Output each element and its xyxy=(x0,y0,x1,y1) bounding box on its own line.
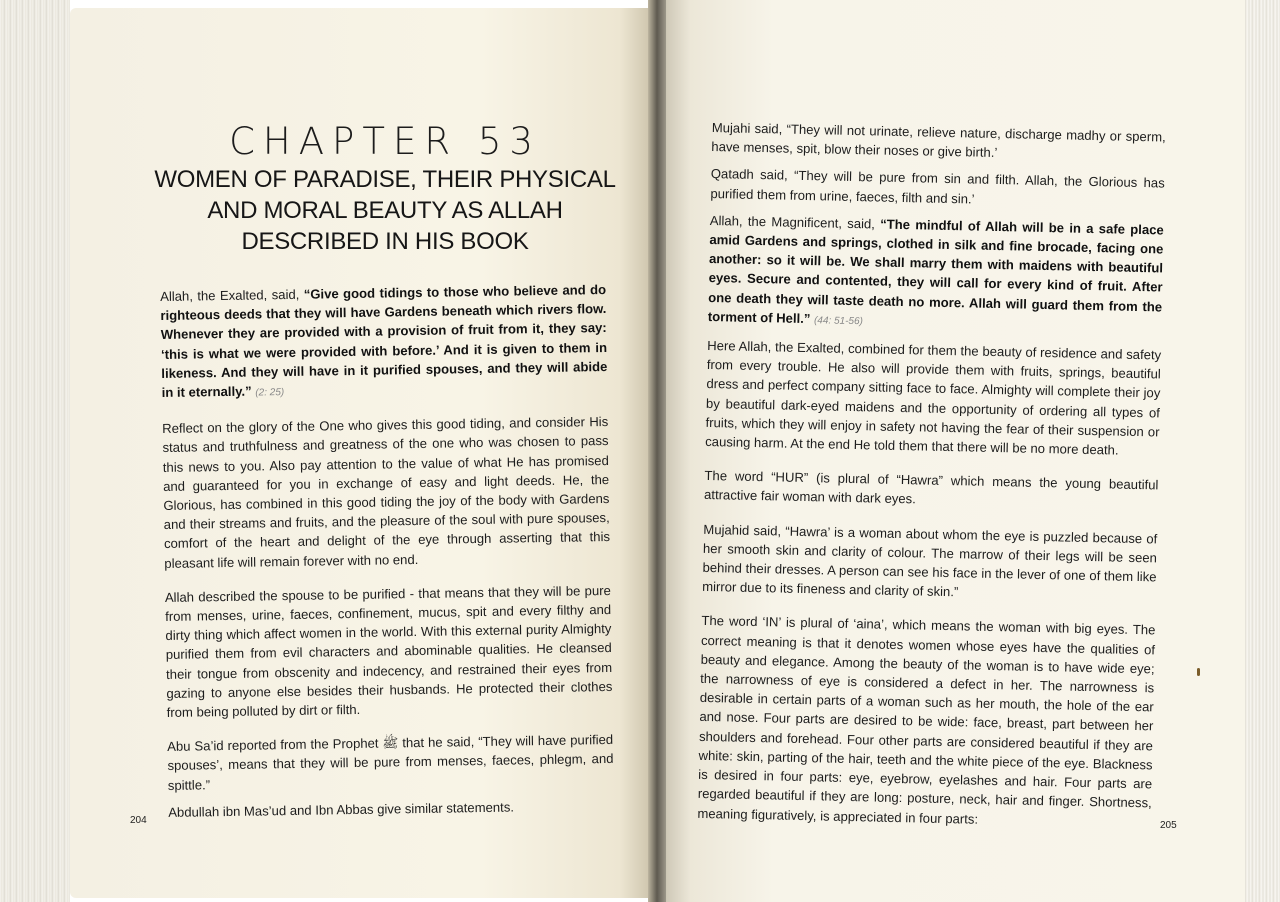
chapter-title-line: DESCRIBED IN HIS BOOK xyxy=(241,228,529,255)
right-page-body xyxy=(697,118,1166,847)
left-page-body xyxy=(160,280,615,837)
chapter-title-line: WOMEN OF PARADISE, THEIR PHYSICAL xyxy=(154,166,616,193)
paragraph-mujahi: Mujahi said, “They will not urinate, relieve nature, discharge madhy or sperm, have menses, spit, blow their noses or give birth.’ xyxy=(711,119,1166,161)
chapter-number: CHAPTER 53 xyxy=(229,120,541,163)
paragraph-in-definition: The word ‘IN’ is plural of ‘aina’, which means the woman with big eyes. The correct meaning is that it denotes women whose eyes have the qualities of beauty and elegance. Among the beauty of the woman is to have wide eye; the narrowness of eye is considered a defect in her. The narrowness is desirable in certain parts of a woman such as her mouth, the hole of the ear and nose. Four parts are desired to be wide: face, breast, part between her shoulders and forehead. Four other parts are considered beautiful if they are white: skin, parting of the hair, teeth and the white piece of the eye. Blackness is desired in four parts: eye, eyebrow, eyelashes and hair. Four parts are regarded beautiful if they are long: posture, neck, hair and finger. Shortness, meaning figuratively, is appreciated in four parts: xyxy=(697,613,1156,827)
paragraph-quran-2-25 xyxy=(160,280,608,404)
chapter-title-line: AND MORAL BEAUTY AS ALLAH xyxy=(207,197,563,224)
paragraph-qatadh: Qatadh said, “They will be pure from sin and filth. Allah, the Glorious has purified them from urine, faeces, filth and sin.’ xyxy=(710,166,1165,207)
paragraph-ibn-masud: Abdullah ibn Mas’ud and Ibn Abbas give similar statements. xyxy=(168,799,515,820)
right-page-edges xyxy=(1240,0,1280,902)
book-gutter xyxy=(648,0,666,902)
quran-quote: “Give good tidings to those who believe and do righteous deeds that they will have Gardens beneath which rivers flow. Whenever they are provided with a provision of fruit from it, they say: ‘this is what we were provided with before.’ And it is given to them in likeness. And they will have in it purified spouses, and they will abide in it eternally.” xyxy=(160,281,608,401)
page-number-left: 204 xyxy=(130,815,147,826)
paragraph-quran-44 xyxy=(708,211,1164,338)
page-number-right: 205 xyxy=(1160,820,1177,831)
verse-reference: (2: 25) xyxy=(255,387,285,399)
paragraph-hur-definition: The word “HUR” (is plural of “Hawra” which means the young beautiful attractive fair woman with dark eyes. xyxy=(703,468,1159,507)
left-page-edges xyxy=(0,0,70,902)
quran-quote: “The mindful of Allah will be in a safe place amid Gardens and springs, clothed in silk and fine brocade, facing one another: so it will be. We shall marry them with maidens with beautiful eyes. Secure and contented, they will call for every kind of fruit. After one death they will taste death no more. Allah will guard them from the torment of Hell.” xyxy=(707,216,1164,326)
paragraph-intro: Allah, the Magnificent, said, xyxy=(709,212,881,232)
paragraph-mujahid-hawra: Mujahid said, “Hawra’ is a woman about whom the eye is puzzled because of her smooth skin and clarity of colour. The marrow of their legs will be seen behind their dresses. A person can see his face in the lever of one of them like mirror due to its fineness and clarity of skin.” xyxy=(702,521,1158,600)
chapter-title xyxy=(150,164,620,257)
paragraph-purified-spouse: Allah described the spouse to be purified - that means that they will be pure from menses, urine, faeces, confinement, mucus, spit and every filthy and dirty thing which affect women in the world. With this external purity Almighty purified them from evil characters and abominable qualities. He cleansed their tongue from obscenity and indecency, and restrained their eyes from gazing to anyone else besides their husbands. He protected their clothes from being polluted by dirt or filth. xyxy=(164,582,613,721)
page-smudge xyxy=(1197,668,1200,676)
paragraph-reflect: Reflect on the glory of the One who gives this good tiding, and consider His status and truthfulness and greatness of the one who was chosen to pass this news to you. Also pay attention to the value of what He has promised and guaranteed for you in exchange of easy and light deeds. He, the Glorious, has combined in this good tiding the joy of the body with Gardens and their streams and fruits, and the pleasure of the soul with pure spouses, comfort of the heart and delight of the eye through asserting that this pleasant life will remain forever with no end. xyxy=(162,414,611,571)
paragraph-intro: Allah, the Exalted, said, xyxy=(160,286,304,304)
verse-reference: (44: 51-56) xyxy=(813,315,864,328)
paragraph-commentary: Here Allah, the Exalted, combined for them the beauty of residence and safety from every trouble. He also will provide them with fruits, springs, beautiful dress and perfect company sitting face to face. Almighty will complete their joy by beautiful dark-eyed maidens and the opportunity of ordering all types of fruits, which they will enjoy in safety not having the fear of their suspension or causing harm. At the end He told them that there will be no more death. xyxy=(705,337,1162,458)
paragraph-abu-said: Abu Sa’id reported from the Prophet ﷺ that he said, “They will have purified spouses’, means that they will be pure from menses, faeces, phlegm, and spittle.” xyxy=(167,732,614,793)
